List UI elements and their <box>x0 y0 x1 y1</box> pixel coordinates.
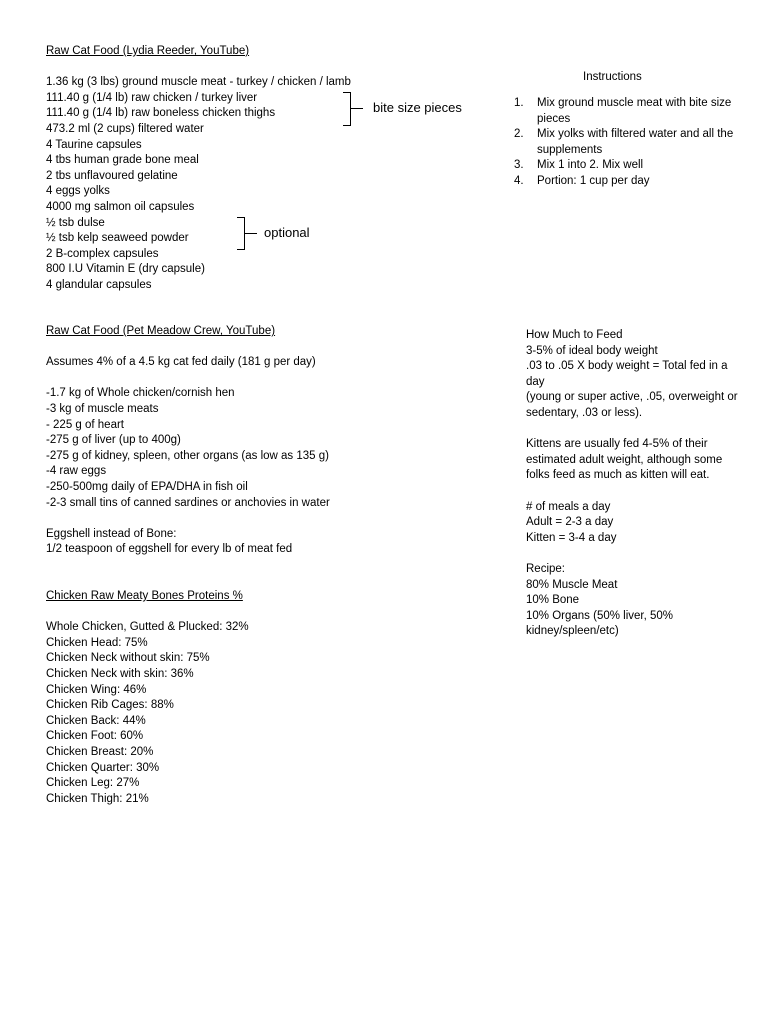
assumes-line: Assumes 4% of a 4.5 kg cat fed daily (181 g per day) <box>46 356 316 369</box>
step-number: 3. <box>514 159 524 172</box>
bite-size-label: bite size pieces <box>373 100 462 115</box>
meals-adult: Adult = 2-3 a day <box>526 516 614 529</box>
recipe-line: 10% Organs (50% liver, 50% kidney/spleen/etc) <box>526 609 674 638</box>
ingredient-line: 1.36 kg (3 lbs) ground muscle meat - turkey / chicken / lamb <box>46 76 351 89</box>
ingredient-line: -2-3 small tins of canned sardines or anchovies in water <box>46 496 330 509</box>
instructions-list <box>514 96 744 190</box>
feed-line: .03 to .05 X body weight = Total fed in a day <box>526 360 728 388</box>
ingredient-line: -3 kg of muscle meats <box>46 402 159 415</box>
section-title: Raw Cat Food (Lydia Reeder, YouTube) <box>46 45 250 57</box>
recipe-pet-meadow <box>46 324 406 558</box>
step-text: Portion: 1 cup per day <box>537 174 650 187</box>
section-title: Chicken Raw Meaty Bones Proteins % <box>46 590 243 602</box>
instruction-step <box>514 174 744 190</box>
bite-size-bracket <box>343 92 351 126</box>
protein-line: Chicken Breast: 20% <box>46 745 154 758</box>
optional-bracket-tick <box>245 233 257 234</box>
recipe-line: 10% Bone <box>526 594 580 607</box>
section-title: Raw Cat Food (Pet Meadow Crew, YouTube) <box>46 325 276 337</box>
optional-bracket <box>237 217 245 250</box>
meals-kitten: Kitten = 3-4 a day <box>526 531 617 544</box>
chicken-proteins <box>46 589 346 807</box>
ingredient-line: 111.40 g (1/4 lb) raw chicken / turkey liver <box>46 91 258 104</box>
ingredient-line: ½ tsb dulse <box>46 216 105 229</box>
recipe-line: 80% Muscle Meat <box>526 578 618 591</box>
ingredient-line: 4000 mg salmon oil capsules <box>46 200 195 213</box>
ingredient-line: -4 raw eggs <box>46 465 107 478</box>
feed-line: 3-5% of ideal body weight <box>526 344 658 357</box>
instruction-step <box>514 96 744 127</box>
protein-line: Chicken Wing: 46% <box>46 683 147 696</box>
ingredient-line: 800 I.U Vitamin E (dry capsule) <box>46 263 205 276</box>
ingredient-line: 4 glandular capsules <box>46 278 152 291</box>
bite-size-bracket-tick <box>351 108 363 109</box>
ingredient-line: 4 eggs yolks <box>46 185 110 198</box>
ingredient-line: -275 g of kidney, spleen, other organs (as low as 135 g) <box>46 449 329 462</box>
protein-line: Chicken Head: 75% <box>46 636 148 649</box>
kittens-text: Kittens are usually fed 4-5% of their estimated adult weight, although some folks feed as much as kitten will eat. <box>526 438 723 482</box>
ingredient-line: 4 Taurine capsules <box>46 138 142 151</box>
protein-line: Chicken Back: 44% <box>46 714 146 727</box>
ingredient-line: 2 tbs unflavoured gelatine <box>46 169 178 182</box>
ingredient-line: 111.40 g (1/4 lb) raw boneless chicken thighs <box>46 107 276 120</box>
ingredient-line: -275 g of liver (up to 400g) <box>46 434 181 447</box>
step-number: 4. <box>514 174 524 187</box>
ingredient-line: -250-500mg daily of EPA/DHA in fish oil <box>46 480 248 493</box>
protein-line: Chicken Thigh: 21% <box>46 792 149 805</box>
ingredient-line: -1.7 kg of Whole chicken/cornish hen <box>46 387 235 400</box>
feed-line: (young or super active, .05, overweight or sedentary, .03 or less). <box>526 391 738 419</box>
step-text: Mix yolks with filtered water and all the supplements <box>537 128 734 156</box>
step-text: Mix ground muscle meat with bite size pieces <box>537 97 732 125</box>
ingredient-line: 2 B-complex capsules <box>46 247 159 260</box>
meals-title: # of meals a day <box>526 500 611 513</box>
eggshell-title: Eggshell instead of Bone: <box>46 527 177 540</box>
recipe-lydia <box>46 44 386 294</box>
protein-line: Chicken Leg: 27% <box>46 777 140 790</box>
feeding-guide <box>526 328 746 640</box>
protein-line: Chicken Foot: 60% <box>46 730 144 743</box>
ingredient-line: ½ tsb kelp seaweed powder <box>46 232 189 245</box>
protein-line: Chicken Rib Cages: 88% <box>46 699 174 712</box>
ingredient-line: - 225 g of heart <box>46 418 124 431</box>
eggshell-text: 1/2 teaspoon of eggshell for every lb of meat fed <box>46 543 293 556</box>
instructions-title: Instructions <box>583 71 642 83</box>
step-text: Mix 1 into 2. Mix well <box>537 159 644 172</box>
protein-line: Whole Chicken, Gutted & Plucked: 32% <box>46 621 249 634</box>
instruction-step <box>514 158 744 174</box>
instruction-step <box>514 127 744 158</box>
ingredient-line: 473.2 ml (2 cups) filtered water <box>46 122 204 135</box>
ingredient-line: 4 tbs human grade bone meal <box>46 154 199 167</box>
protein-line: Chicken Neck without skin: 75% <box>46 652 210 665</box>
protein-line: Chicken Neck with skin: 36% <box>46 667 194 680</box>
optional-label: optional <box>264 225 310 240</box>
step-number: 2. <box>514 128 524 141</box>
recipe-title: Recipe: <box>526 562 565 575</box>
protein-line: Chicken Quarter: 30% <box>46 761 160 774</box>
feed-title: How Much to Feed <box>526 329 623 341</box>
step-number: 1. <box>514 97 524 109</box>
